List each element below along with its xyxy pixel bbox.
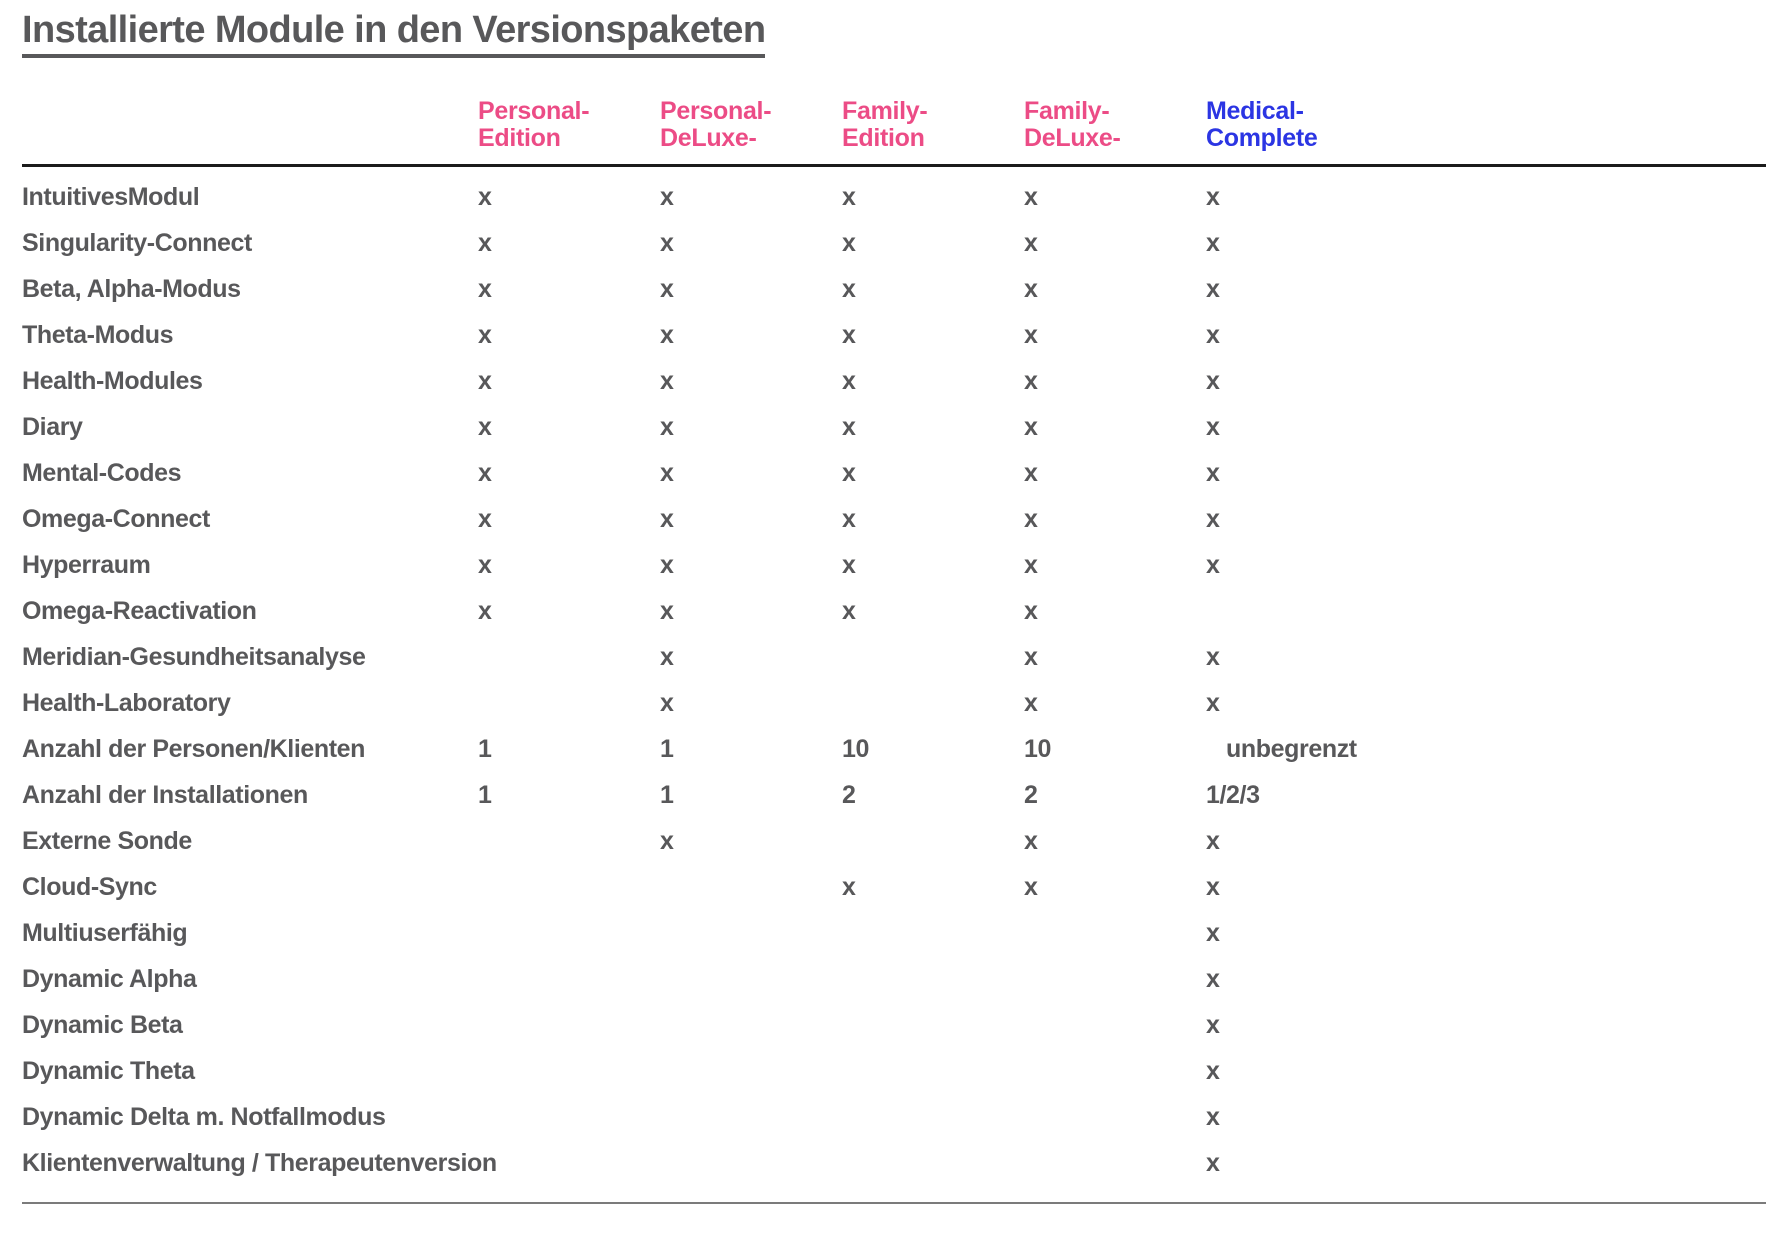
cell-mark [660, 1048, 842, 1094]
cell-mark [1024, 1094, 1206, 1140]
column-header-line1: Family- [1024, 97, 1110, 125]
row-label: Dynamic Beta [22, 1011, 183, 1039]
cell-mark [842, 818, 1024, 864]
cell-mark [842, 634, 1024, 680]
cell-mark: x [1206, 321, 1220, 349]
cell-mark: 1/2/3 [1206, 781, 1260, 809]
cell-mark [842, 956, 1024, 1002]
column-header-line1: Personal- [478, 97, 590, 125]
cell-mark: x [842, 229, 856, 257]
cell-mark: x [1206, 873, 1220, 901]
row-label: Dynamic Delta m. Notfallmodus [22, 1103, 386, 1131]
cell-mark: x [660, 827, 674, 855]
cell-mark: x [1206, 1057, 1220, 1085]
table-row [22, 358, 1766, 404]
table-row [22, 1002, 1766, 1048]
cell-mark [660, 910, 842, 956]
table-header-row [22, 98, 1766, 167]
column-header-personal-edition [478, 98, 660, 152]
cell-mark: x [842, 873, 856, 901]
cell-mark: x [660, 413, 674, 441]
cell-mark: x [1024, 321, 1038, 349]
cell-mark: x [1024, 459, 1038, 487]
row-label: Meridian-Gesundheitsanalyse [22, 643, 366, 671]
cell-mark: x [478, 367, 492, 395]
cell-mark: x [1206, 413, 1220, 441]
cell-mark: x [1206, 1149, 1220, 1177]
cell-mark: x [660, 183, 674, 211]
cell-mark: x [478, 275, 492, 303]
cell-mark: 1 [478, 781, 492, 809]
cell-mark: 2 [842, 781, 856, 809]
cell-mark: x [842, 413, 856, 441]
cell-mark: x [1206, 827, 1220, 855]
table-row [22, 312, 1766, 358]
row-label: Dynamic Alpha [22, 965, 197, 993]
column-header-medical-complete [1206, 98, 1766, 152]
row-label: Anzahl der Personen/Klienten [22, 735, 366, 763]
cell-mark: 10 [842, 735, 870, 763]
cell-mark: x [1206, 183, 1220, 211]
cell-mark: unbegrenzt [1226, 735, 1357, 763]
table-body [22, 167, 1766, 1204]
cell-mark [1024, 910, 1206, 956]
cell-mark: x [1206, 229, 1220, 257]
cell-mark: x [478, 321, 492, 349]
cell-mark: x [842, 551, 856, 579]
row-label: Omega-Connect [22, 505, 210, 533]
cell-mark: x [478, 459, 492, 487]
row-label: Health-Modules [22, 367, 203, 395]
table-row [22, 266, 1766, 312]
cell-mark: x [842, 275, 856, 303]
row-label: Dynamic Theta [22, 1057, 195, 1085]
cell-mark: x [660, 597, 674, 625]
cell-mark: x [1206, 275, 1220, 303]
cell-mark: 1 [478, 735, 492, 763]
cell-mark: x [1206, 1103, 1220, 1131]
cell-mark [842, 680, 1024, 726]
cell-mark: x [1206, 459, 1220, 487]
cell-mark: x [660, 643, 674, 671]
cell-mark: x [660, 321, 674, 349]
cell-mark: x [1024, 367, 1038, 395]
cell-mark [1024, 1002, 1206, 1048]
cell-mark: x [1206, 965, 1220, 993]
column-header-line2: DeLuxe- [1024, 124, 1121, 152]
cell-mark [478, 1048, 660, 1094]
cell-mark: x [1024, 689, 1038, 717]
table-row [22, 404, 1766, 450]
cell-mark: x [1206, 689, 1220, 717]
cell-mark [660, 956, 842, 1002]
row-label: Klientenverwaltung / Therapeutenversion [22, 1149, 497, 1177]
table-row [22, 1140, 1766, 1186]
table-row [22, 772, 1766, 818]
cell-mark: x [478, 597, 492, 625]
cell-mark: x [660, 505, 674, 533]
cell-mark: x [1024, 827, 1038, 855]
table-row [22, 910, 1766, 956]
column-header-line1: Personal- [660, 97, 772, 125]
cell-mark: 2 [1024, 781, 1038, 809]
cell-mark [660, 1002, 842, 1048]
row-label: Externe Sonde [22, 827, 192, 855]
table-row [22, 818, 1766, 864]
row-label: Health-Laboratory [22, 689, 231, 717]
cell-mark: 10 [1024, 735, 1052, 763]
cell-mark [660, 1140, 842, 1186]
column-header-line1: Medical- [1206, 97, 1304, 125]
row-label: Singularity-Connect [22, 229, 252, 257]
cell-mark: x [842, 505, 856, 533]
cell-mark [478, 1140, 660, 1186]
row-label: Hyperraum [22, 551, 151, 579]
table-row [22, 956, 1766, 1002]
cell-mark: x [660, 229, 674, 257]
cell-mark: x [1206, 643, 1220, 671]
row-label: IntuitivesModul [22, 183, 200, 211]
row-label: Diary [22, 413, 83, 441]
cell-mark [478, 1094, 660, 1140]
cell-mark [1024, 956, 1206, 1002]
cell-mark [478, 910, 660, 956]
cell-mark: x [478, 551, 492, 579]
cell-mark: x [1024, 505, 1038, 533]
cell-mark: x [478, 183, 492, 211]
cell-mark: x [660, 689, 674, 717]
cell-mark [660, 1094, 842, 1140]
table-row [22, 450, 1766, 496]
table-row [22, 1048, 1766, 1094]
cell-mark [842, 1048, 1024, 1094]
cell-mark [478, 634, 660, 680]
cell-mark: x [478, 505, 492, 533]
row-label: Mental-Codes [22, 459, 182, 487]
row-label: Theta-Modus [22, 321, 174, 349]
cell-mark: x [1024, 873, 1038, 901]
modules-comparison-table [22, 98, 1766, 1204]
cell-mark: 1 [660, 735, 674, 763]
column-header-family-edition [842, 98, 1024, 152]
row-label: Beta, Alpha-Modus [22, 275, 241, 303]
table-row [22, 1094, 1766, 1140]
cell-mark: x [1206, 367, 1220, 395]
cell-mark [842, 910, 1024, 956]
cell-mark: x [1206, 551, 1220, 579]
cell-mark: x [1206, 919, 1220, 947]
cell-mark: x [1206, 505, 1220, 533]
cell-mark [660, 864, 842, 910]
cell-mark: x [660, 459, 674, 487]
cell-mark: 1 [660, 781, 674, 809]
cell-mark [842, 1094, 1024, 1140]
cell-mark: x [478, 229, 492, 257]
table-row [22, 542, 1766, 588]
column-header-personal-deluxe- [660, 98, 842, 152]
cell-mark: x [478, 413, 492, 441]
cell-mark [842, 1002, 1024, 1048]
column-header-family-deluxe- [1024, 98, 1206, 152]
row-label: Omega-Reactivation [22, 597, 257, 625]
column-header-line2: Edition [478, 124, 561, 152]
cell-mark [478, 818, 660, 864]
row-label: Cloud-Sync [22, 873, 157, 901]
table-row [22, 496, 1766, 542]
cell-mark: x [1024, 275, 1038, 303]
table-row [22, 634, 1766, 680]
table-row [22, 174, 1766, 220]
cell-mark: x [842, 321, 856, 349]
cell-mark: x [842, 597, 856, 625]
row-label: Multiuserfähig [22, 919, 188, 947]
cell-mark [478, 1002, 660, 1048]
cell-mark: x [1024, 551, 1038, 579]
cell-mark [1024, 1048, 1206, 1094]
cell-mark: x [660, 275, 674, 303]
cell-mark [478, 864, 660, 910]
cell-mark [1024, 1140, 1206, 1186]
cell-mark [478, 680, 660, 726]
column-header-line2: Complete [1206, 124, 1318, 152]
page-title: Installierte Module in den Versionspaketen [22, 8, 765, 58]
cell-mark: x [1024, 413, 1038, 441]
row-label: Anzahl der Installationen [22, 781, 308, 809]
column-header-line1: Family- [842, 97, 928, 125]
cell-mark: x [660, 551, 674, 579]
cell-mark [478, 956, 660, 1002]
cell-mark: x [660, 367, 674, 395]
table-row [22, 220, 1766, 266]
table-row [22, 588, 1766, 634]
table-row [22, 864, 1766, 910]
cell-mark: x [842, 183, 856, 211]
cell-mark: x [1206, 1011, 1220, 1039]
cell-mark: x [1024, 597, 1038, 625]
column-header-line2: Edition [842, 124, 925, 152]
cell-mark: x [1024, 183, 1038, 211]
cell-mark: x [1024, 229, 1038, 257]
table-row [22, 726, 1766, 772]
column-header-line2: DeLuxe- [660, 124, 757, 152]
cell-mark [1206, 588, 1766, 634]
table-row [22, 680, 1766, 726]
cell-mark [842, 1140, 1024, 1186]
cell-mark: x [842, 367, 856, 395]
cell-mark: x [842, 459, 856, 487]
cell-mark: x [1024, 643, 1038, 671]
